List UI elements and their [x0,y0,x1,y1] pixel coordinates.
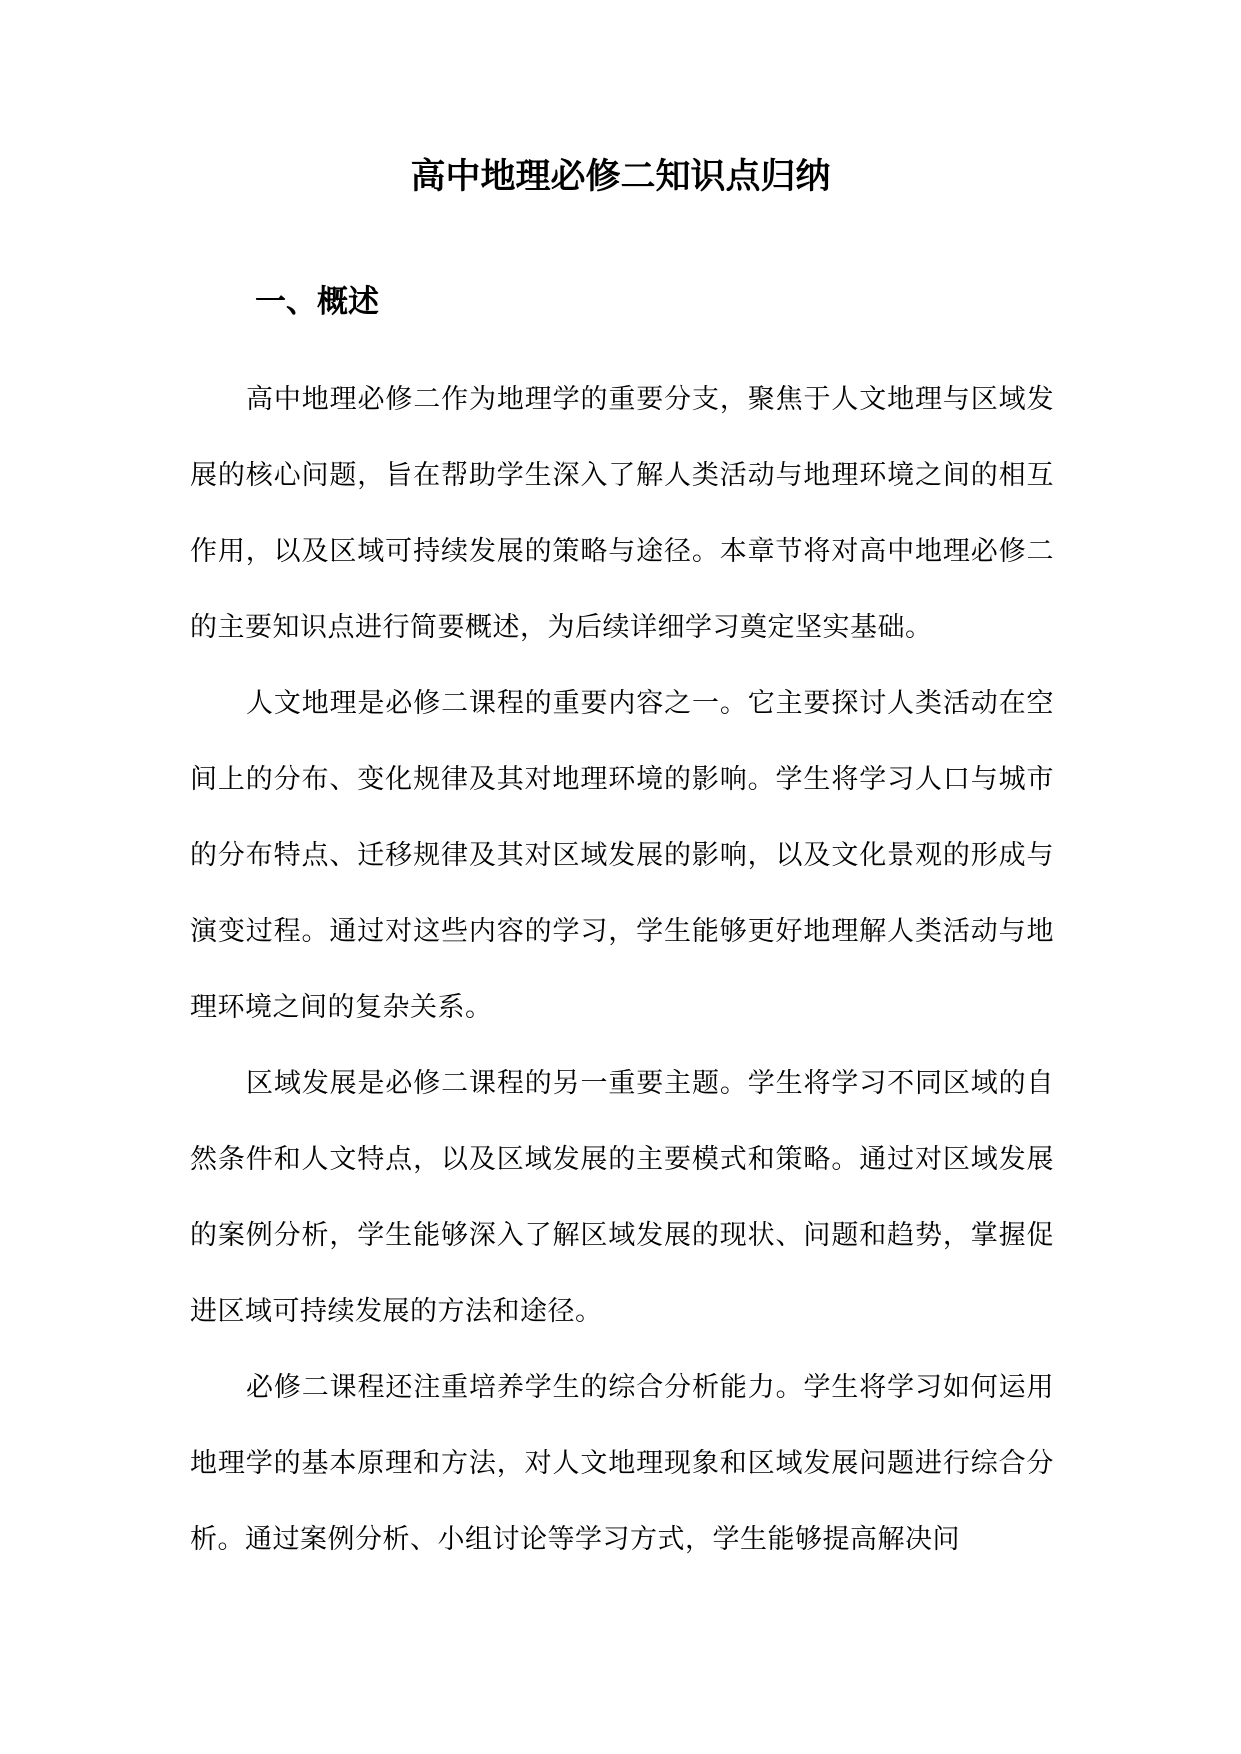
paragraph-4: 必修二课程还注重培养学生的综合分析能力。学生将学习如何运用地理学的基本原理和方法，对人文地理现象和区域发展问题进行综合分析。通过案例分析、小组讨论等学习方式，学生能够提高解决问 [190,1372,1054,1555]
paragraph-3: 区域发展是必修二课程的另一重要主题。学生将学习不同区域的自然条件和人文特点，以及区域发展的主要模式和策略。通过对区域发展的案例分析，学生能够深入了解区域发展的现状、问题和趋势，掌握促进区域可持续发展的方法和途径。 [190,1068,1054,1327]
document-title: 高中地理必修二知识点归纳 [410,157,831,197]
paragraph-2: 人文地理是必修二课程的重要内容之一。它主要探讨人类活动在空间上的分布、变化规律及其对地理环境的影响。学生将学习人口与城市的分布特点、迁移规律及其对区域发展的影响，以及文化景观的形成与演变过程。通过对这些内容的学习，学生能够更好地理解人类活动与地理环境之间的复杂关系。 [190,688,1054,1023]
paragraph-1: 高中地理必修二作为地理学的重要分支，聚焦于人文地理与区域发展的核心问题，旨在帮助学生深入了解人类活动与地理环境之间的相互作用，以及区域可持续发展的策略与途径。本章节将对高中地理必修二的主要知识点进行简要概述，为后续详细学习奠定坚实基础。 [190,384,1054,643]
body-text [190,362,1054,1578]
section-heading: 一、概述 [255,284,379,320]
